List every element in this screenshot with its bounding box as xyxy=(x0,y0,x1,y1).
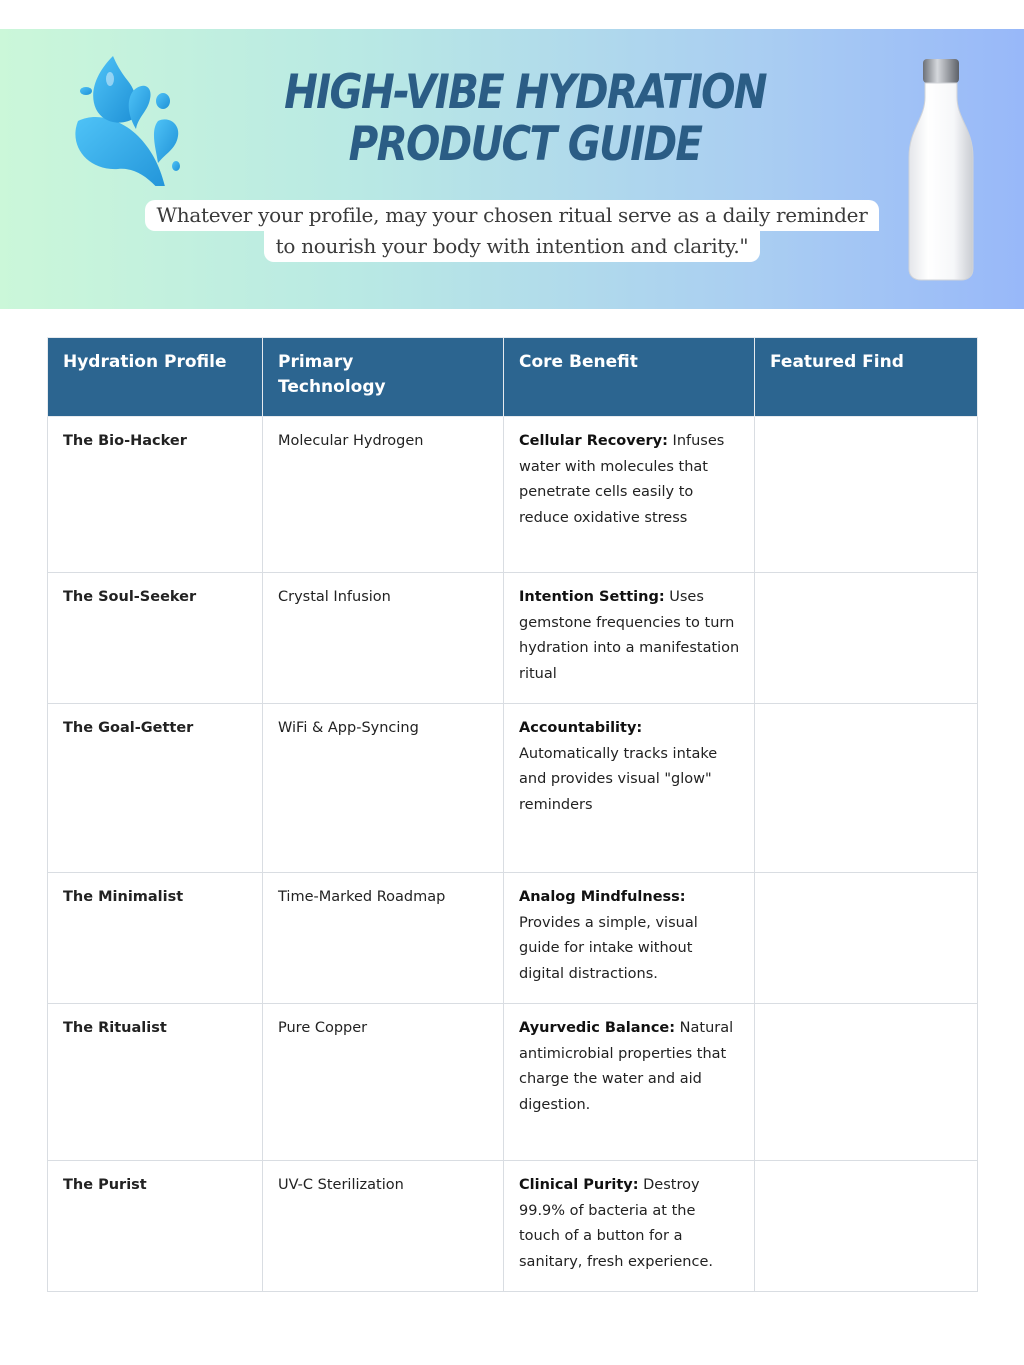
profile-cell: The Bio-Hacker xyxy=(48,417,263,573)
featured-find-cell xyxy=(755,573,978,704)
quote-line-1: Whatever your profile, may your chosen ritual serve as a daily reminder xyxy=(145,200,880,231)
benefit-text: Destroy 99.9% of bacteria at the touch of a button for a sanitary, fresh experience. xyxy=(519,1177,713,1270)
featured-find-cell xyxy=(755,1004,978,1161)
benefit-cell xyxy=(504,417,755,573)
table-header-row xyxy=(48,338,978,417)
technology-cell: Crystal Infusion xyxy=(263,573,504,704)
technology-cell: UV-C Sterilization xyxy=(263,1161,504,1292)
quote xyxy=(133,200,891,262)
benefit-text: Uses gemstone frequencies to turn hydration into a manifestation ritual xyxy=(519,589,740,682)
benefit-cell xyxy=(504,573,755,704)
benefit-title: Clinical Purity: xyxy=(519,1177,639,1193)
benefit-cell xyxy=(504,1004,755,1161)
technology-cell: Pure Copper xyxy=(263,1004,504,1161)
technology-cell: Time-Marked Roadmap xyxy=(263,873,504,1004)
benefit-title: Intention Setting: xyxy=(519,589,665,605)
header-featured-find: Featured Find xyxy=(755,338,978,417)
profile-cell: The Soul-Seeker xyxy=(48,573,263,704)
table-row xyxy=(48,573,978,704)
header-technology-line-1: Primary xyxy=(278,352,354,372)
page-title xyxy=(271,67,778,171)
benefit-cell xyxy=(504,704,755,873)
table-row xyxy=(48,1161,978,1292)
technology-cell: Molecular Hydrogen xyxy=(263,417,504,573)
featured-find-cell xyxy=(755,704,978,873)
featured-find-cell xyxy=(755,1161,978,1292)
technology-cell: WiFi & App-Syncing xyxy=(263,704,504,873)
profile-cell: The Purist xyxy=(48,1161,263,1292)
water-bottle-icon xyxy=(905,57,977,282)
profile-cell: The Ritualist xyxy=(48,1004,263,1161)
table-row xyxy=(48,873,978,1004)
benefit-title: Ayurvedic Balance: xyxy=(519,1020,676,1036)
benefit-title: Cellular Recovery: xyxy=(519,433,668,449)
benefit-text: Provides a simple, visual guide for intake without digital distractions. xyxy=(519,914,698,982)
header-core-benefit: Core Benefit xyxy=(504,338,755,417)
profile-cell: The Minimalist xyxy=(48,873,263,1004)
title-line-2: PRODUCT GUIDE xyxy=(348,117,702,172)
benefit-cell xyxy=(504,873,755,1004)
table-row xyxy=(48,704,978,873)
header-technology-line-2: Technology xyxy=(278,377,386,397)
product-guide-table xyxy=(47,337,978,1292)
benefit-text: Natural antimicrobial properties that charge the water and aid digestion. xyxy=(519,1020,734,1113)
water-splash-icon xyxy=(58,51,193,186)
benefit-title: Analog Mindfulness: xyxy=(519,889,686,905)
header-primary-technology xyxy=(263,338,504,417)
featured-find-cell xyxy=(755,873,978,1004)
benefit-title: Accountability: xyxy=(519,720,643,736)
benefit-text: Infuses water with molecules that penetrate cells easily to reduce oxidative stress xyxy=(519,433,725,526)
benefit-cell xyxy=(504,1161,755,1292)
profile-cell: The Goal-Getter xyxy=(48,704,263,873)
quote-line-2: to nourish your body with intention and clarity." xyxy=(264,231,761,262)
title-line-1: HIGH-VIBE HYDRATION xyxy=(284,65,766,120)
table-row xyxy=(48,1004,978,1161)
table-row xyxy=(48,417,978,573)
benefit-text: Automatically tracks intake and provides visual "glow" reminders xyxy=(519,745,718,813)
featured-find-cell xyxy=(755,417,978,573)
header-banner xyxy=(0,29,1024,309)
header-hydration-profile: Hydration Profile xyxy=(48,338,263,417)
